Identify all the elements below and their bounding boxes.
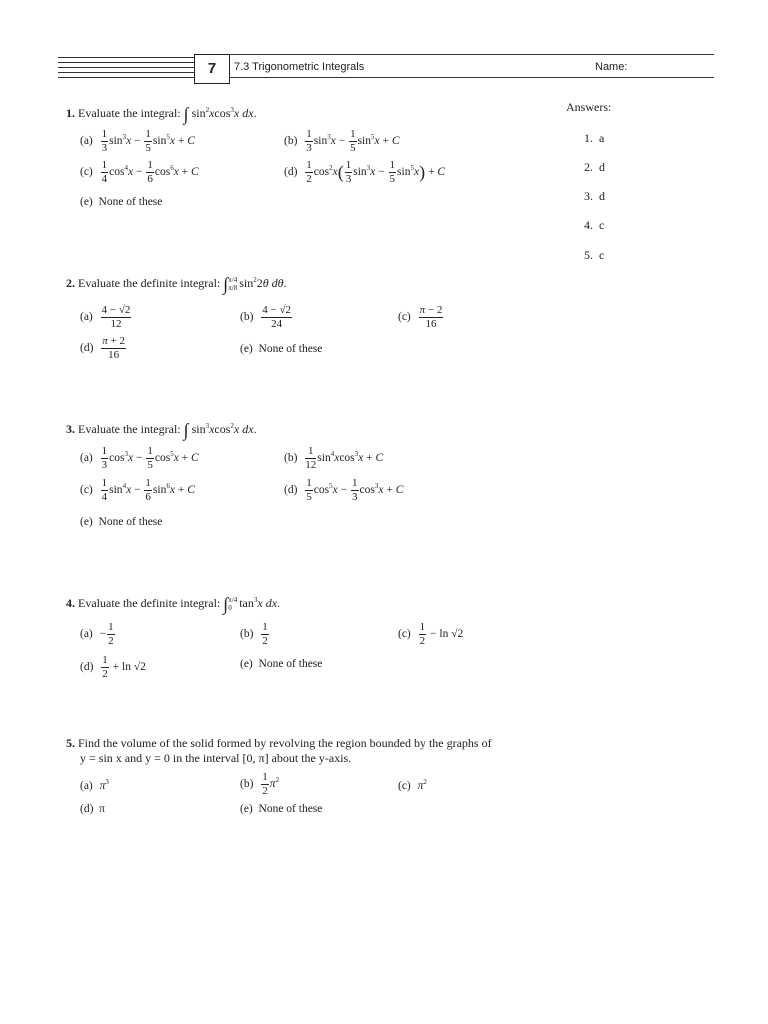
option-label: (a): [80, 628, 93, 641]
header-rule-5: [58, 77, 196, 78]
header-rule-4: [58, 72, 196, 73]
option-label: (a): [80, 452, 93, 465]
question-text-line-1: Find the volume of the solid formed by revolving the region bounded by the graphs of: [78, 736, 492, 750]
integral-expression: ∫π/4 0 $\tan^3x$ dx.: [223, 594, 281, 614]
option-label: (c): [398, 628, 411, 641]
option-label: (c): [398, 311, 411, 324]
option-label: (b): [240, 778, 254, 791]
question-text: Evaluate the integral:: [78, 422, 181, 436]
question-1-option-d[interactable]: (d) $\frac{1}{2}$ $\cos^2x$( $\frac{1}{3}$ $\sin^3x$ − $\frac{1}{5}$ $\sin^5x) + C$: [284, 159, 445, 185]
question-2-prompt: [66, 274, 287, 295]
question-1-prompt: [66, 104, 257, 125]
question-4-option-b[interactable]: (b) $\frac{1}{2}$: [240, 621, 268, 647]
option-label: (c): [398, 780, 411, 792]
question-text-line-2: y = sin x and y = 0 in the interval [0, π] about the y-axis.: [80, 751, 352, 765]
question-2-option-b[interactable]: (b) $\frac{4 - √2}{24}$: [240, 304, 292, 330]
question-5-option-a[interactable]: (a) $\pi^3$: [80, 778, 109, 792]
option-label: (b): [284, 452, 298, 465]
header-rule-2: [58, 62, 196, 63]
answer-2: 2. d: [584, 160, 605, 174]
option-label: (b): [284, 135, 298, 148]
answer-4: 4. c: [584, 218, 605, 232]
question-4-option-d[interactable]: (d) $\frac{1}{2}$ + ln √2: [80, 654, 146, 680]
question-1-option-a[interactable]: (a) $\frac{1}{3}$ $\sin^3x$ − $\frac{1}{5}$ $\sin^5x + C$: [80, 128, 195, 154]
question-4-option-a[interactable]: (a) − $\frac{1}{2}$: [80, 621, 114, 647]
question-2-option-d[interactable]: (d) $\frac{\pi + 2}{16}$: [80, 335, 126, 361]
answer-5: 5. c: [584, 248, 605, 262]
header-rule-3: [58, 67, 196, 68]
question-2-option-e[interactable]: (e) None of these: [240, 343, 323, 355]
question-1-option-b[interactable]: (b) $\frac{1}{3}$ $\sin^3x$ − $\frac{1}{5}$ $\sin^5x + C$: [284, 128, 400, 154]
question-1-option-e[interactable]: (e) None of these: [80, 196, 163, 208]
header-rule-top: [196, 54, 714, 55]
question-3-option-b[interactable]: (b) $\frac{1}{12}$ $\sin^4xcos^3x + C$: [284, 445, 384, 471]
option-label: (a): [80, 135, 93, 148]
question-number: 4.: [66, 596, 75, 610]
question-1-option-c[interactable]: (c) $\frac{1}{4}$ $\cos^4x$ − $\frac{1}{6}$ $\cos^6x + C$: [80, 159, 199, 185]
option-label: (b): [240, 628, 254, 641]
question-text: Evaluate the integral:: [78, 106, 181, 120]
option-label: (a): [80, 780, 93, 792]
option-label: (d): [80, 342, 94, 355]
question-3-option-d[interactable]: (d) $\frac{1}{5}$ $\cos^5x$ − $\frac{1}{3}$ $\cos^3x + C$: [284, 477, 404, 503]
question-3-prompt: [66, 420, 257, 441]
answers-heading: Answers:: [566, 100, 612, 114]
question-number: 5.: [66, 736, 75, 750]
question-4-prompt: [66, 594, 280, 615]
section-title: 7.3 Trigonometric Integrals: [234, 61, 365, 73]
integral-expression: ∫ $\sin^2xcos^3x$ dx.: [183, 104, 257, 124]
question-3-option-c[interactable]: (c) $\frac{1}{4}$ $\sin^4x$ − $\frac{1}{6}$ $\sin^6x + C$: [80, 477, 195, 503]
question-number: 3.: [66, 422, 75, 436]
question-5-option-d[interactable]: (d) π: [80, 803, 105, 815]
option-label: (b): [240, 311, 254, 324]
name-label: Name:: [595, 61, 628, 73]
question-2-option-c[interactable]: (c) $\frac{\pi - 2}{16}$: [398, 304, 443, 330]
question-number: 2.: [66, 276, 75, 290]
question-2-option-a[interactable]: (a) $\frac{4 - √2}{12}$: [80, 304, 131, 330]
integral-expression: ∫π/4 π/8 $\sin^22\theta$ dθ.: [223, 274, 287, 294]
question-3-option-a[interactable]: (a) $\frac{1}{3}$ $\cos^3x$ − $\frac{1}{5}$ $\cos^5x + C$: [80, 445, 199, 471]
question-text: Evaluate the definite integral:: [78, 276, 221, 290]
header-rule-1: [58, 57, 196, 58]
question-text: Evaluate the definite integral:: [78, 596, 221, 610]
option-label: (d): [284, 166, 298, 179]
option-label: (a): [80, 311, 93, 324]
question-5-prompt: [66, 736, 492, 766]
question-number: 1.: [66, 106, 75, 120]
header-rule-bottom: [196, 77, 714, 78]
option-label: (d): [284, 484, 298, 497]
question-5-option-c[interactable]: (c) $\pi^2$: [398, 778, 427, 792]
option-label: (c): [80, 484, 93, 497]
question-5-option-b[interactable]: (b) $\frac{1}{2}$ $\pi^2$: [240, 771, 280, 797]
question-5-option-e[interactable]: (e) None of these: [240, 803, 323, 815]
question-4-option-c[interactable]: (c) $\frac{1}{2}$ − ln √2: [398, 621, 464, 647]
option-label: (c): [80, 166, 93, 179]
integral-expression: ∫ $\sin^3xcos^2x$ dx.: [183, 420, 257, 440]
option-label: (d): [80, 661, 94, 674]
answer-3: 3. d: [584, 189, 605, 203]
chapter-number: 7: [194, 54, 230, 84]
question-3-option-e[interactable]: (e) None of these: [80, 516, 163, 528]
answer-1: 1. a: [584, 131, 605, 145]
question-4-option-e[interactable]: (e) None of these: [240, 658, 323, 670]
